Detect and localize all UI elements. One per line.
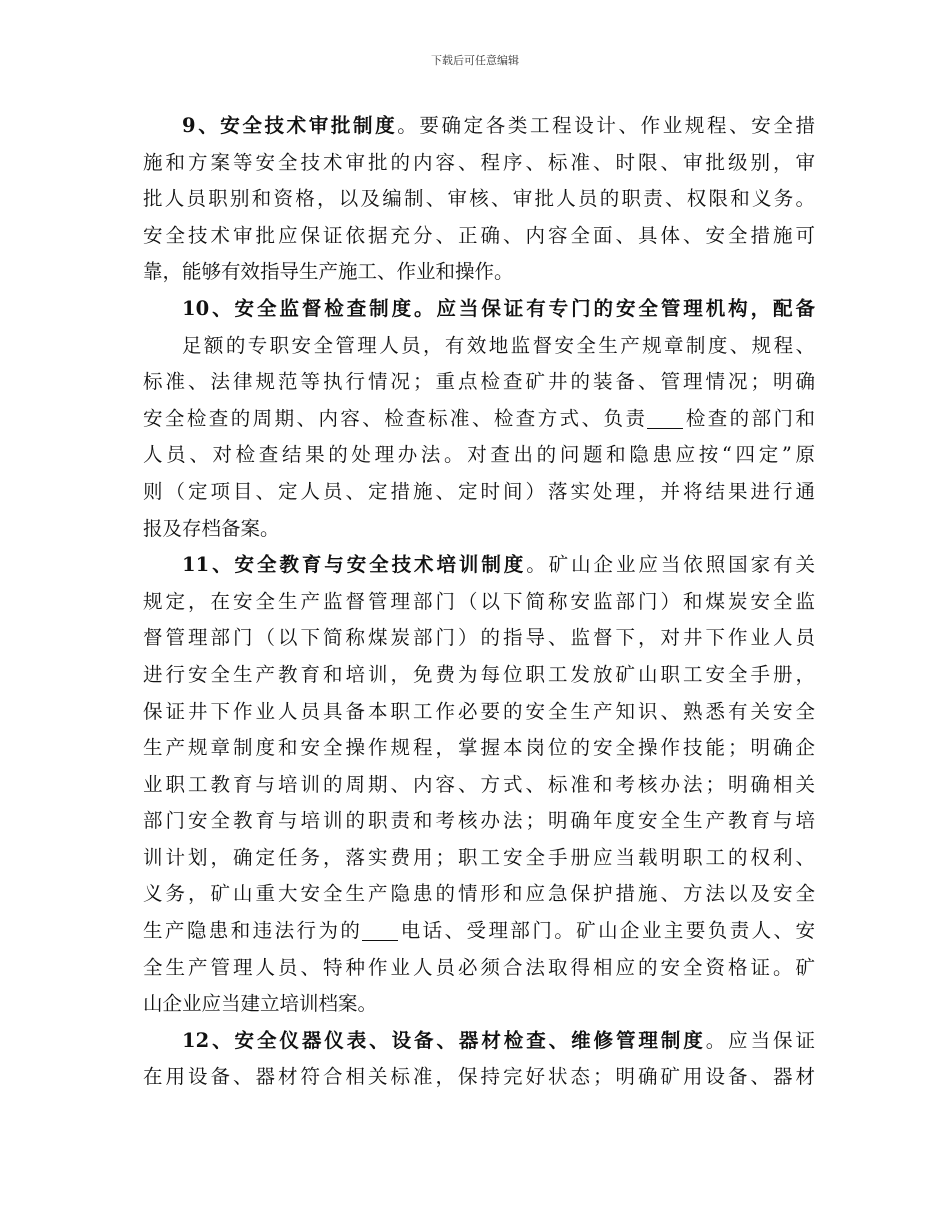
paragraph-line: 保证井下作业人员具备本职工作必要的安全生产知识、熟悉有关安全 [143,699,815,723]
paragraph-line: 靠，能够有效指导生产施工、作业和操作。 [143,260,514,284]
paragraph-12 [143,1023,815,1096]
paragraph-line: 全生产管理人员、特种作业人员必须合法取得相应的安全资格证。矿 [143,955,815,979]
page-header: 下载后可任意编辑 [431,54,519,67]
paragraph-line: 规定，在安全生产监督管理部门（以下简称安监部门）和煤炭安全监 [143,589,815,613]
paragraph-line: 生产规章制度和安全操作规程，掌握本岗位的安全操作技能；明确企 [143,736,815,760]
paragraph-11 [143,547,815,1023]
paragraph-line: 批人员职别和资格，以及编制、审核、审批人员的职责、权限和义务。 [143,187,815,211]
paragraph-line: 安全技术审批应保证依据充分、正确、内容全面、具体、安全措施可 [143,223,815,247]
paragraph-line: 在用设备、器材符合相关标准，保持完好状态；明确矿用设备、器材 [143,1065,815,1089]
paragraph-line: 9、安全技术审批制度。要确定各类工程设计、作业规程、安全措 [182,114,815,137]
paragraph-line: 12、安全仪器仪表、设备、器材检查、维修管理制度。应当保证 [182,1028,815,1052]
section-heading: 10、安全监督检查制度。应当保证有专门的安全管理机构，配备 [182,296,815,320]
fill-in-blank [647,408,683,429]
section-heading: 9、安全技术审批制度 [182,114,398,137]
paragraph-line: 标准、法律规范等执行情况；重点检查矿井的装备、管理情况；明确 [143,370,815,394]
paragraph-10 [143,291,815,547]
paragraph-line: 生产隐患和违法行为的 电话、受理部门。矿山企业主要负责人、安 [143,919,815,943]
paragraph-line: 部门安全教育与培训的职责和考核办法；明确年度安全生产教育与培 [143,809,815,833]
paragraph-line: 训计划，确定任务，落实费用；职工安全手册应当载明职工的权利、 [143,845,815,869]
paragraph-line: 义务，矿山重大安全生产隐患的情形和应急保护措施、方法以及安全 [143,882,815,906]
fill-in-blank [362,920,398,941]
paragraph-line: 进行安全生产教育和培训，免费为每位职工发放矿山职工安全手册， [143,662,815,686]
section-heading: 11、安全教育与安全技术培训制度 [182,553,527,577]
paragraph-line: 业职工教育与培训的周期、内容、方式、标准和考核办法；明确相关 [143,772,815,796]
paragraph-9 [143,108,815,291]
paragraph-line: 督管理部门（以下简称煤炭部门）的指导、监督下，对井下作业人员 [143,626,815,650]
paragraph-line: 山企业应当建立培训档案。 [143,992,378,1016]
paragraph-line: 报及存档备案。 [143,516,280,540]
paragraph-line: 则（定项目、定人员、定措施、定时间）落实处理，并将结果进行通 [143,479,815,503]
paragraph-line: 人员、对检查结果的处理办法。对查出的问题和隐患应按“四定”原 [143,443,815,467]
paragraph-line: 足额的专职安全管理人员，有效地监督安全生产规章制度、规程、 [182,333,815,357]
paragraph-line: 安全检查的周期、内容、检查标准、检查方式、负责 检查的部门和 [143,406,815,430]
section-heading: 12、安全仪器仪表、设备、器材检查、维修管理制度 [182,1028,706,1052]
document-body [143,108,815,1096]
paragraph-line: 施和方案等安全技术审批的内容、程序、标准、时限、审批级别，审 [143,150,815,174]
paragraph-line: 11、安全教育与安全技术培训制度。矿山企业应当依照国家有关 [182,553,815,577]
